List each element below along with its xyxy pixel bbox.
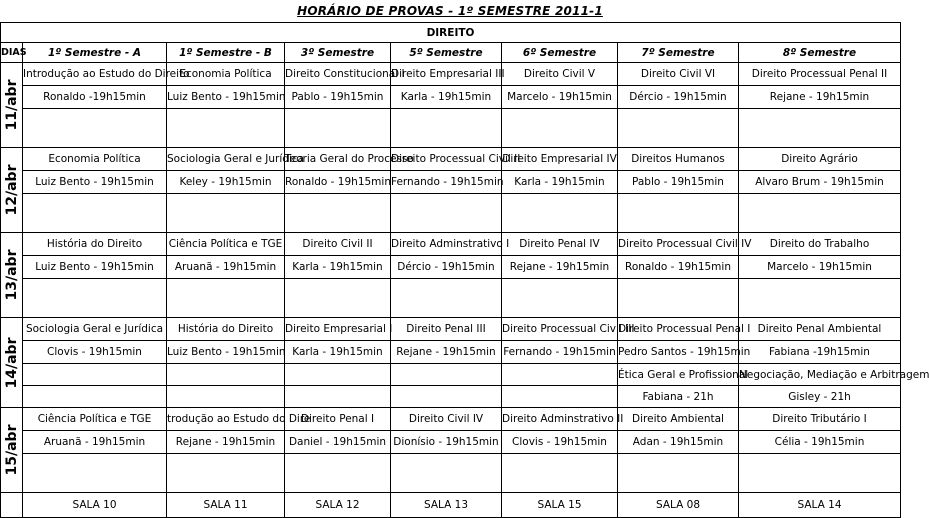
exam-subject: Direito Agrário	[739, 148, 901, 171]
empty-slot	[285, 279, 391, 318]
empty-slot	[618, 194, 739, 233]
day-label: 14/abr	[3, 337, 20, 388]
extra-exam-teacher-time: Gisley - 21h	[739, 386, 901, 408]
empty-slot	[167, 454, 285, 493]
empty-slot	[739, 194, 901, 233]
day-label: 13/abr	[3, 249, 20, 301]
exam-teacher-time: Karla - 19h15min	[502, 171, 618, 194]
exam-subject: Direito Empresarial IV	[502, 148, 618, 171]
room-label: SALA 10	[23, 493, 167, 518]
exam-teacher-time: Dionísio - 19h15min	[391, 431, 502, 454]
empty-slot	[739, 109, 901, 148]
exam-subject: Direito Empresarial I	[285, 318, 391, 341]
empty-slot	[618, 279, 739, 318]
exam-subject: Direito Empresarial III	[391, 63, 502, 86]
exam-teacher-time: Aruanã - 19h15min	[167, 256, 285, 279]
empty-slot	[23, 279, 167, 318]
exam-subject: Direito do Trabalho	[739, 233, 901, 256]
exam-subject: Direito Processual Penal II	[739, 63, 901, 86]
exam-teacher-time: Dércio - 19h15min	[391, 256, 502, 279]
empty-slot	[502, 109, 618, 148]
extra-exam-teacher-time	[285, 386, 391, 408]
exam-subject: Economia Política	[167, 63, 285, 86]
exam-teacher-time: Célia - 19h15min	[739, 431, 901, 454]
exam-subject: Direito Processual Civil II	[391, 148, 502, 171]
empty-slot	[618, 109, 739, 148]
exam-teacher-time: Dércio - 19h15min	[618, 86, 739, 109]
extra-exam-teacher-time: Fabiana - 21h	[618, 386, 739, 408]
day-label-cell	[1, 318, 23, 408]
exam-teacher-time: Karla - 19h15min	[391, 86, 502, 109]
room-label: SALA 13	[391, 493, 502, 518]
extra-exam-teacher-time	[391, 386, 502, 408]
exam-subject: Direito Adminstrativo I	[391, 233, 502, 256]
exam-teacher-time: Karla - 19h15min	[285, 341, 391, 364]
empty-slot	[23, 109, 167, 148]
exam-subject: Direito Tributário I	[739, 408, 901, 431]
extra-exam-subject: Negociação, Mediação e Arbitragem	[739, 364, 901, 386]
exam-subject: Direito Processual Civil III	[502, 318, 618, 341]
exam-teacher-time: Marcelo - 19h15min	[502, 86, 618, 109]
exam-subject: Direito Penal III	[391, 318, 502, 341]
day-teacher-row	[1, 341, 901, 364]
extra-exam-subject	[391, 364, 502, 386]
empty-slot	[391, 109, 502, 148]
dias-header: DIAS	[1, 43, 23, 63]
exam-subject: Direito Processual Civil IV	[618, 233, 739, 256]
header-row	[1, 43, 901, 63]
day-label-cell	[1, 63, 23, 148]
exam-teacher-time: Luiz Bento - 19h15min	[167, 341, 285, 364]
empty-slot	[618, 454, 739, 493]
exam-subject: Economia Política	[23, 148, 167, 171]
title-text: HORÁRIO DE PROVAS - 1º SEMESTRE 2011-1	[297, 4, 603, 18]
semester-header: 3º Semestre	[285, 43, 391, 63]
exam-teacher-time: Pablo - 19h15min	[285, 86, 391, 109]
extra-exam-subject	[285, 364, 391, 386]
exam-subject: Direito Constitucional I	[285, 63, 391, 86]
exam-subject: Direitos Humanos	[618, 148, 739, 171]
day-label: 11/abr	[3, 79, 20, 131]
day-label: 15/abr	[3, 424, 20, 476]
exam-teacher-time: Aruanã - 19h15min	[23, 431, 167, 454]
day-teacher-row	[1, 256, 901, 279]
room-label: SALA 08	[618, 493, 739, 518]
exam-teacher-time: Marcelo - 19h15min	[739, 256, 901, 279]
empty-slot	[23, 194, 167, 233]
exam-subject: Direito Penal Ambiental	[739, 318, 901, 341]
room-label: SALA 12	[285, 493, 391, 518]
exam-teacher-time: Pablo - 19h15min	[618, 171, 739, 194]
empty-slot	[285, 109, 391, 148]
exam-subject: História do Direito	[167, 318, 285, 341]
exam-teacher-time: Karla - 19h15min	[285, 256, 391, 279]
exam-teacher-time: Keley - 19h15min	[167, 171, 285, 194]
room-label: SALA 11	[167, 493, 285, 518]
semester-header: 7º Semestre	[618, 43, 739, 63]
exam-teacher-time: Rejane - 19h15min	[391, 341, 502, 364]
empty-slot	[285, 454, 391, 493]
extra-exam-subject	[23, 364, 167, 386]
exam-subject: Direito Civil IV	[391, 408, 502, 431]
day-teacher-row	[1, 171, 901, 194]
exam-subject: Sociologia Geral e Jurídica	[23, 318, 167, 341]
day-subject-row	[1, 233, 901, 256]
empty-slot	[167, 194, 285, 233]
exam-subject: Ciência Política e TGE	[23, 408, 167, 431]
extra-exam-teacher-time	[23, 386, 167, 408]
extra-exam-teacher-time	[502, 386, 618, 408]
exam-teacher-time: Fernando - 19h15min	[391, 171, 502, 194]
room-label: SALA 15	[502, 493, 618, 518]
day-subject-row	[1, 63, 901, 86]
day-extra-row	[1, 364, 901, 386]
exam-teacher-time: Fernando - 19h15min	[502, 341, 618, 364]
exam-teacher-time: Rejane - 19h15min	[167, 431, 285, 454]
exam-schedule-table	[0, 22, 929, 518]
empty-slot	[391, 454, 502, 493]
exam-subject: trodução ao Estudo do Dire	[167, 408, 285, 431]
exam-teacher-time: Ronaldo - 19h15min	[618, 256, 739, 279]
exam-teacher-time: Fabiana -19h15min	[739, 341, 901, 364]
exam-teacher-time: Rejane - 19h15min	[739, 86, 901, 109]
exam-teacher-time: Daniel - 19h15min	[285, 431, 391, 454]
extra-exam-subject	[167, 364, 285, 386]
exam-teacher-time: Luiz Bento - 19h15min	[167, 86, 285, 109]
exam-teacher-time: Clovis - 19h15min	[23, 341, 167, 364]
empty-slot	[285, 194, 391, 233]
exam-teacher-time: Ronaldo - 19h15min	[285, 171, 391, 194]
exam-subject: Ciência Política e TGE	[167, 233, 285, 256]
exam-teacher-time: Adan - 19h15min	[618, 431, 739, 454]
semester-header: 1º Semestre - A	[23, 43, 167, 63]
exam-subject: Direito Civil II	[285, 233, 391, 256]
extra-exam-subject: Ética Geral e Profissional	[618, 364, 739, 386]
room-row-blank	[1, 493, 23, 518]
semester-header: 1º Semestre - B	[167, 43, 285, 63]
exam-subject: Direito Ambiental	[618, 408, 739, 431]
empty-slot	[167, 109, 285, 148]
day-extra-time-row	[1, 386, 901, 408]
semester-header: 6º Semestre	[502, 43, 618, 63]
empty-slot	[391, 194, 502, 233]
day-label-cell	[1, 233, 23, 318]
exam-subject: Direito Penal I	[285, 408, 391, 431]
exam-subject: Introdução ao Estudo do Direito	[23, 63, 167, 86]
department-label: DIREITO	[1, 23, 901, 43]
exam-subject: Sociologia Geral e Jurídica	[167, 148, 285, 171]
room-row	[1, 493, 901, 518]
semester-header: 8º Semestre	[739, 43, 901, 63]
exam-teacher-time: Pedro Santos - 19h15min	[618, 341, 739, 364]
exam-subject: Direito Civil V	[502, 63, 618, 86]
empty-slot	[167, 279, 285, 318]
empty-slot	[502, 454, 618, 493]
exam-teacher-time: Ronaldo -19h15min	[23, 86, 167, 109]
exam-subject: História do Direito	[23, 233, 167, 256]
empty-slot	[502, 279, 618, 318]
exam-subject: Direito Penal IV	[502, 233, 618, 256]
empty-slot	[739, 454, 901, 493]
room-label: SALA 14	[739, 493, 901, 518]
day-label-cell	[1, 408, 23, 493]
department-row	[1, 23, 901, 43]
exam-subject: Teoria Geral do Processo	[285, 148, 391, 171]
page-title	[0, 0, 900, 22]
exam-subject: Direito Civil VI	[618, 63, 739, 86]
extra-exam-subject	[502, 364, 618, 386]
day-label-cell	[1, 148, 23, 233]
exam-subject: Direito Adminstrativo II	[502, 408, 618, 431]
exam-teacher-time: Luiz Bento - 19h15min	[23, 256, 167, 279]
empty-slot	[391, 279, 502, 318]
day-teacher-row	[1, 431, 901, 454]
day-subject-row	[1, 408, 901, 431]
day-subject-row	[1, 318, 901, 341]
empty-slot	[23, 454, 167, 493]
empty-slot	[739, 279, 901, 318]
day-label: 12/abr	[3, 164, 20, 216]
exam-teacher-time: Alvaro Brum - 19h15min	[739, 171, 901, 194]
exam-subject: Direito Processual Penal I	[618, 318, 739, 341]
exam-teacher-time: Luiz Bento - 19h15min	[23, 171, 167, 194]
empty-slot	[502, 194, 618, 233]
exam-teacher-time: Rejane - 19h15min	[502, 256, 618, 279]
day-subject-row	[1, 148, 901, 171]
day-teacher-row	[1, 86, 901, 109]
extra-exam-teacher-time	[167, 386, 285, 408]
exam-teacher-time: Clovis - 19h15min	[502, 431, 618, 454]
semester-header: 5º Semestre	[391, 43, 502, 63]
